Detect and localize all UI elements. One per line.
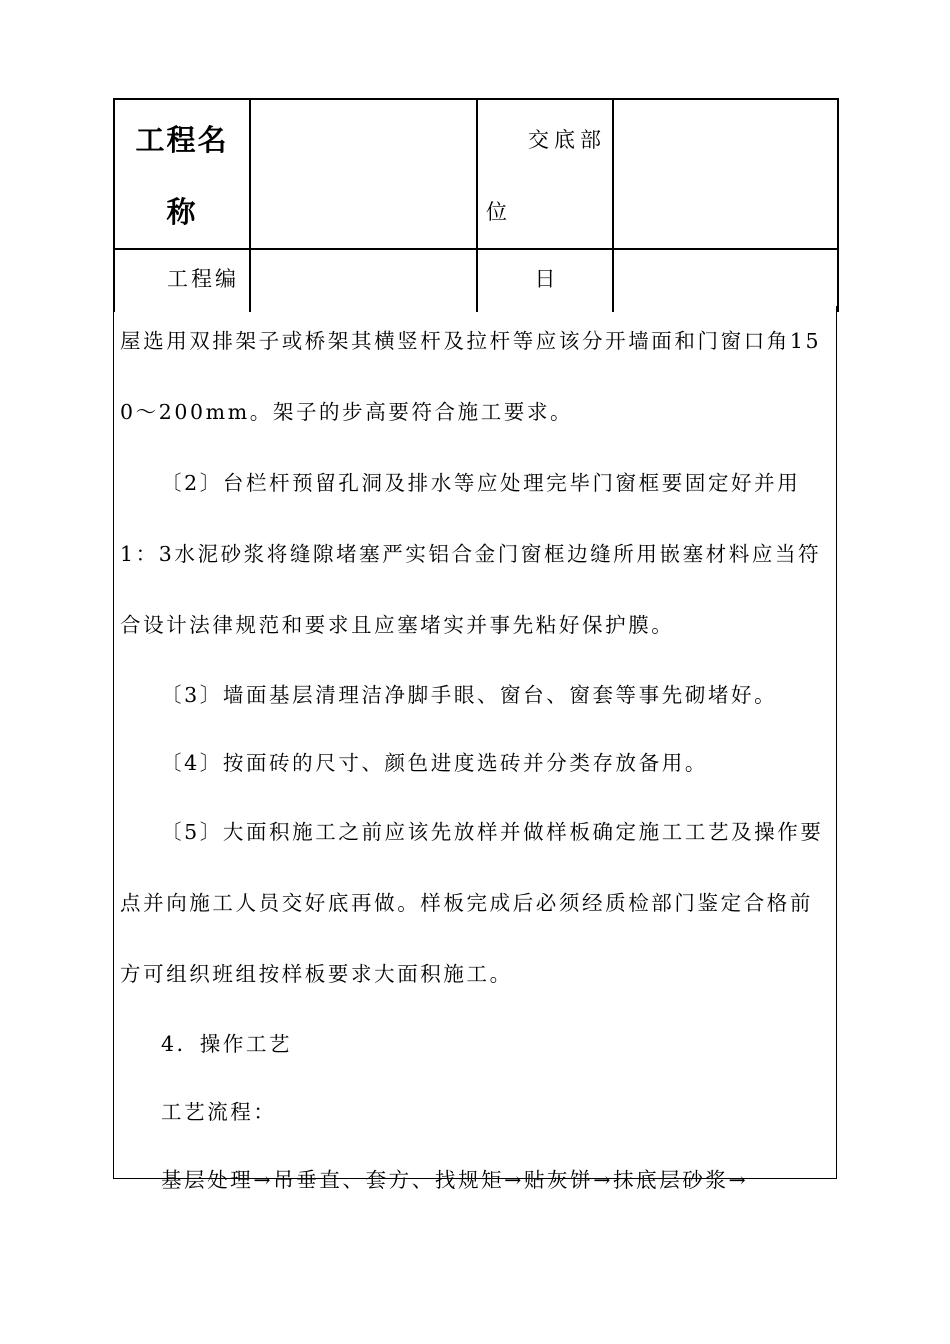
- project-name-value-cell[interactable]: [250, 99, 477, 249]
- document-sheet: [113, 98, 837, 1192]
- paragraph-item-4: 〔4〕按面砖的尺寸、颜色进度选砖并分类存放备用。: [161, 751, 708, 775]
- paragraph-scaffold: 屋选用双排架子或桥架其横竖杆及拉杆等应该分开墙面和门窗口角150～200mm。架子的步高要符合施工要求。: [120, 329, 822, 424]
- project-name-label: 工程名称: [135, 123, 229, 229]
- paragraph-item-2: 〔2〕台栏杆预留孔洞及排水等应处理完毕门窗框要固定好并用1：3水泥砂浆将缝隙堵塞严实铝合金门窗框边缝所用嵌塞材料应当符合设计法律规范和要求且应塞堵实并事先粘好保护膜。: [120, 471, 822, 637]
- project-code-label: 工程编: [167, 267, 239, 291]
- paragraph-item-3: 〔3〕墙面基层清理洁净脚手眼、窗台、窗套等事先砌堵好。: [161, 683, 778, 707]
- project-code-label-cell: [114, 249, 250, 312]
- date-label-cell: [477, 249, 613, 312]
- header-table: [113, 98, 839, 312]
- date-value-cell[interactable]: [613, 249, 838, 312]
- process-flow-label: 工艺流程：: [161, 1100, 277, 1124]
- part-label-line2: 位: [486, 200, 512, 224]
- content-body: [113, 306, 837, 1192]
- part-label-line1: 交底部: [528, 128, 606, 152]
- part-label-cell: [477, 99, 613, 249]
- part-value-cell[interactable]: [613, 99, 838, 249]
- process-flow-steps: 基层处理→吊垂直、套方、找规矩→贴灰饼→抹底层砂浆→: [161, 1168, 749, 1192]
- project-name-label-cell: [114, 99, 250, 249]
- date-label: 日: [534, 267, 556, 291]
- paragraph-item-5: 〔5〕大面积施工之前应该先放样并做样板确定施工工艺及操作要点并向施工人员交好底再做。样板完成后必须经质检部门鉴定合格前方可组织班组按样板要求大面积施工。: [120, 820, 824, 986]
- section-heading-operation: 4．操作工艺: [161, 1032, 293, 1056]
- project-code-value-cell[interactable]: [250, 249, 477, 312]
